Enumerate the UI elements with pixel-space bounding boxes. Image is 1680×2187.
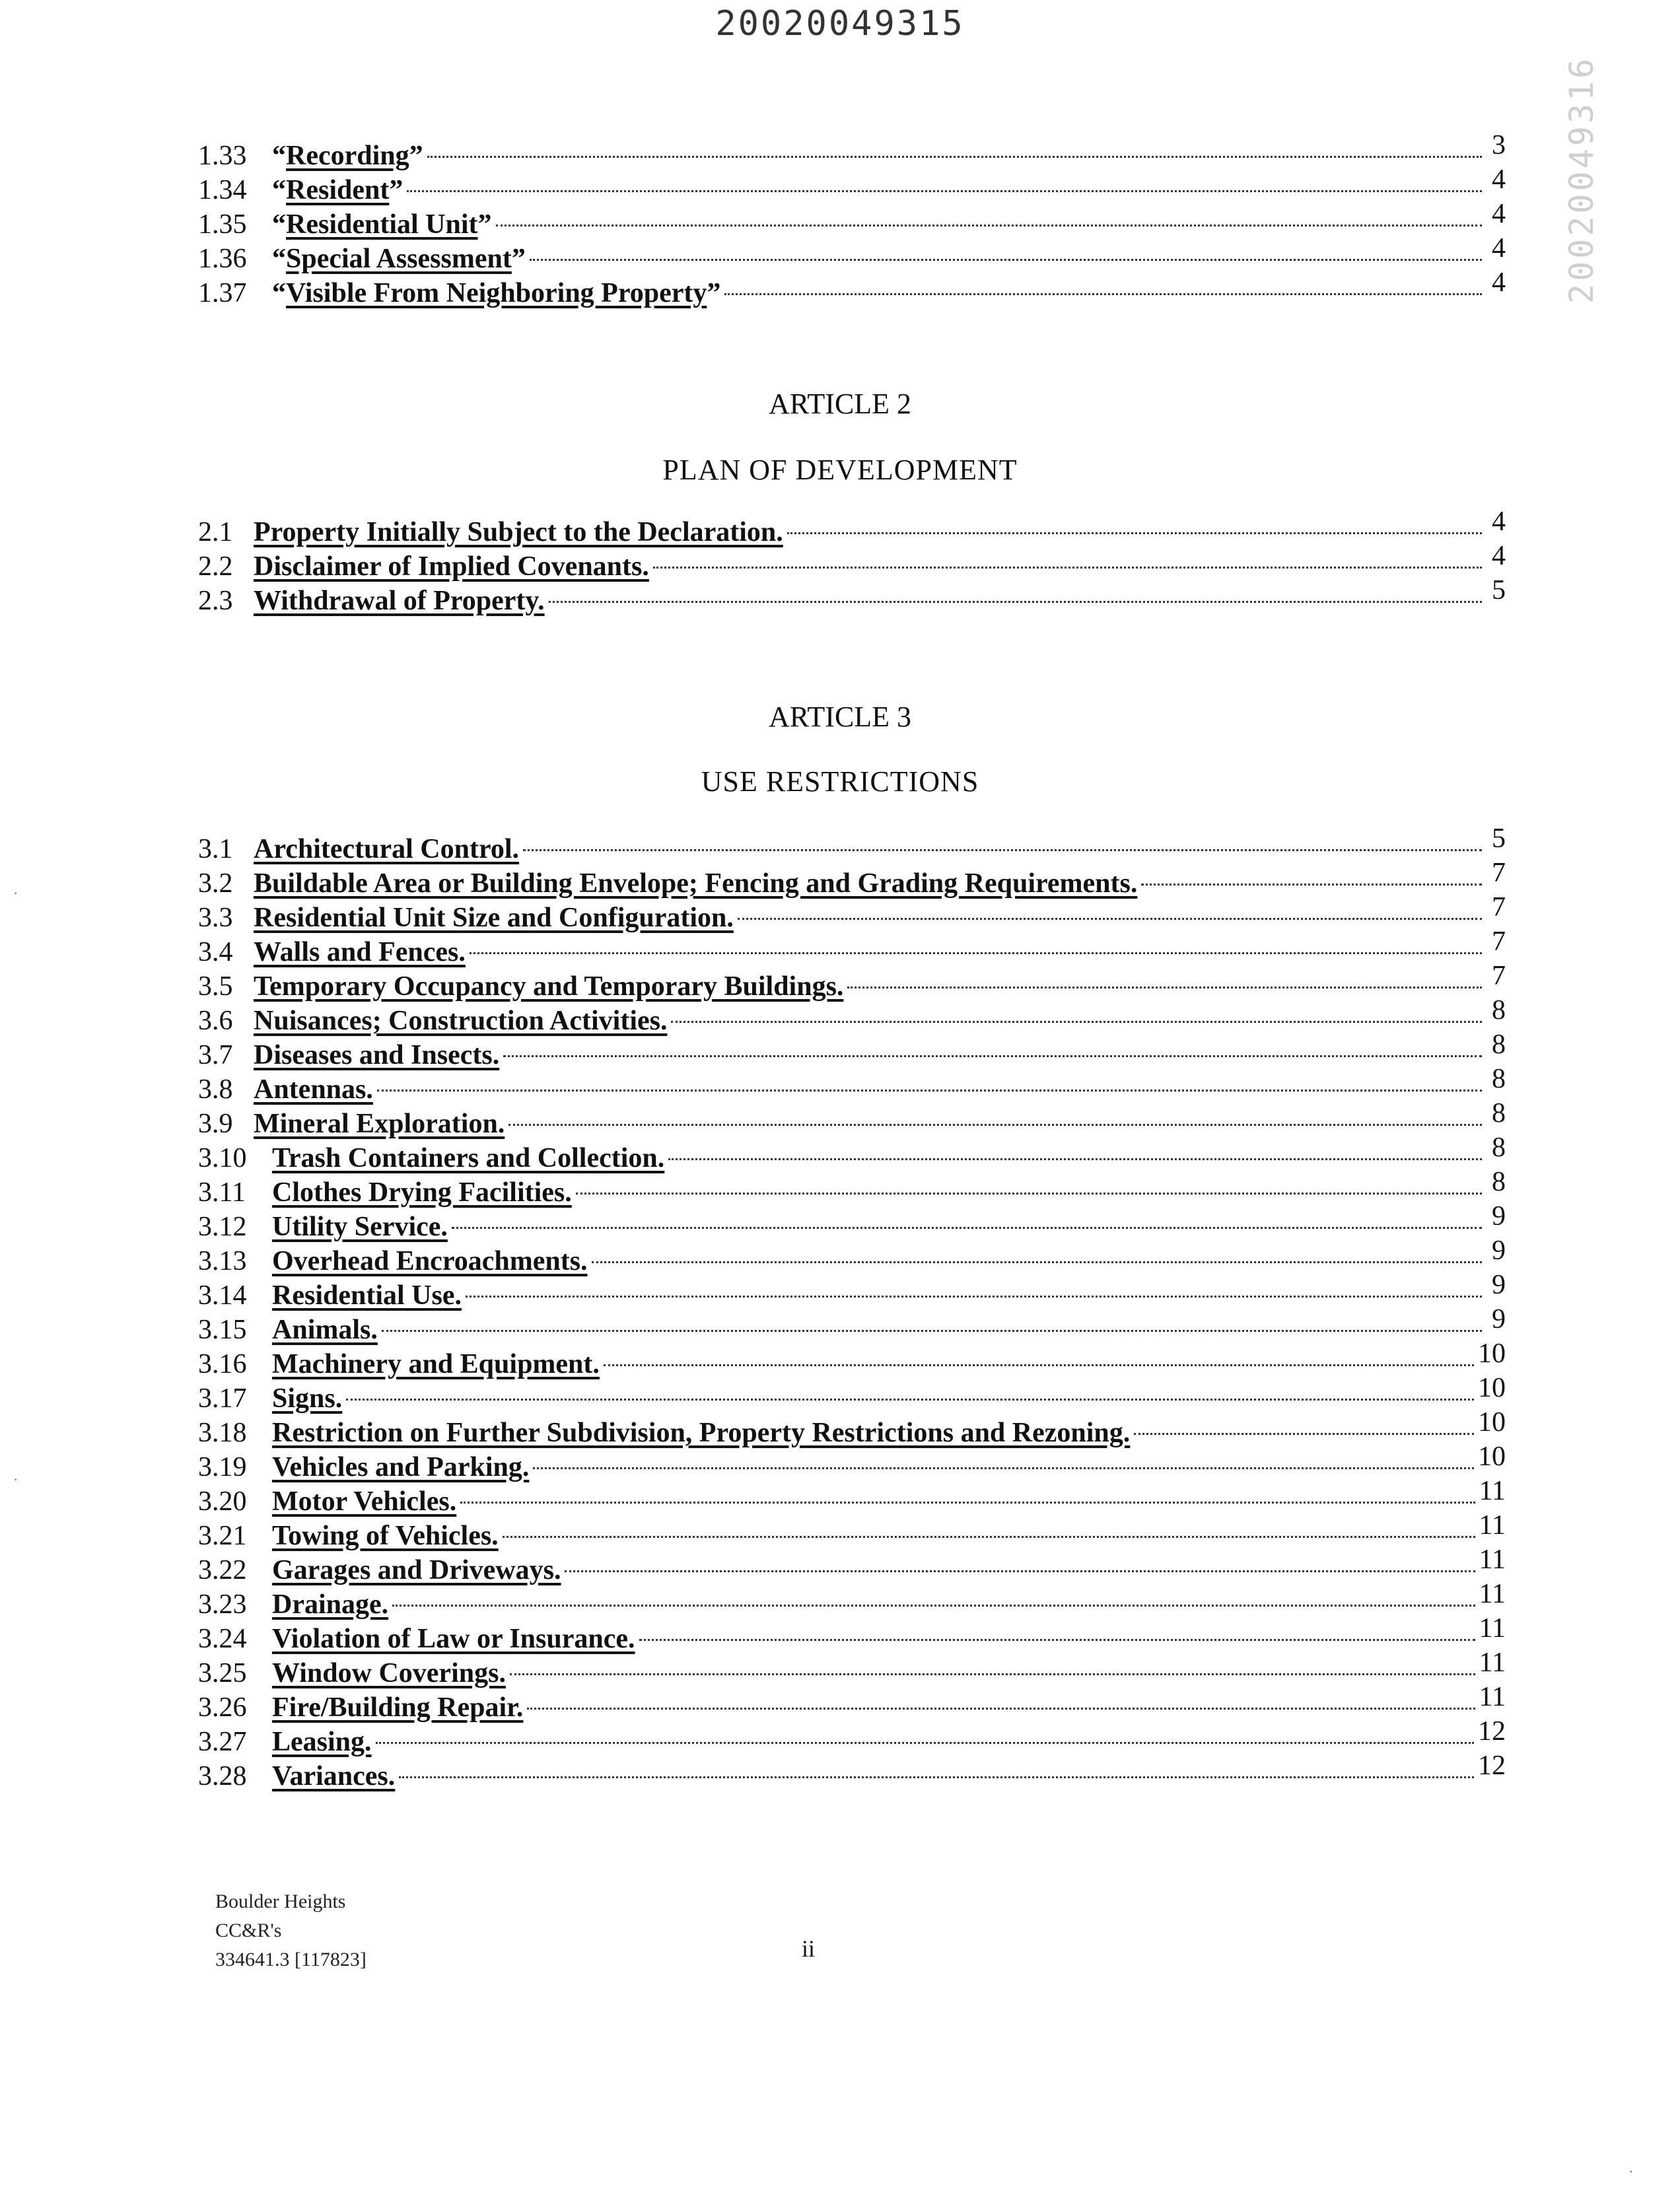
footer-line-doc-type: CC&R's <box>215 1920 282 1941</box>
toc-entry <box>198 1304 1506 1347</box>
dot-leader <box>1141 884 1482 885</box>
toc-entry-title: Garages and Driveways. <box>272 1555 561 1585</box>
dot-leader <box>377 1090 1482 1092</box>
toc-entry-page: 7 <box>1492 961 1506 991</box>
toc-entry-page: 4 <box>1492 233 1506 263</box>
toc-entry-page: 9 <box>1492 1304 1506 1335</box>
toc-entry-title: Utility Service. <box>272 1212 448 1242</box>
toc-entry <box>198 199 1506 242</box>
open-quote: “ <box>272 209 286 240</box>
toc-entry-page: 12 <box>1478 1751 1506 1781</box>
dot-leader <box>392 1605 1475 1607</box>
toc-entry <box>198 961 1506 1004</box>
toc-entry-title: Window Coverings. <box>272 1658 506 1688</box>
article-2-heading: ARTICLE 2 <box>768 388 912 420</box>
toc-entry-number: 2.1 <box>198 517 233 547</box>
dot-leader <box>592 1261 1482 1263</box>
toc-entry-title: Buildable Area or Building Envelope; Fencing and Grading Requirements. <box>254 868 1138 899</box>
toc-entry-page: 11 <box>1479 1476 1506 1506</box>
toc-entry <box>198 1373 1506 1416</box>
toc-entry-number: 1.37 <box>198 278 247 308</box>
close-quote: ” <box>409 141 423 171</box>
toc-entry <box>198 1270 1506 1313</box>
dot-leader <box>510 1673 1475 1675</box>
dot-leader <box>549 601 1482 603</box>
toc-entry-page: 11 <box>1479 1579 1506 1609</box>
toc-entry-number: 1.33 <box>198 141 247 171</box>
dot-leader <box>470 952 1482 954</box>
toc-entry-title: Antennas. <box>254 1074 373 1105</box>
dot-leader <box>533 1467 1474 1469</box>
toc-entry <box>198 1751 1506 1793</box>
toc-entry <box>198 1682 1506 1725</box>
toc-entry <box>198 1407 1506 1450</box>
toc-entry-number: 3.8 <box>198 1074 233 1105</box>
toc-entry <box>198 164 1506 207</box>
page-number: ii <box>802 1935 816 1962</box>
toc-entry-number: 3.25 <box>198 1658 247 1688</box>
toc-entry-title: Visible From Neighboring Property <box>286 278 707 308</box>
toc-entry-page: 10 <box>1478 1441 1506 1472</box>
toc-entry-title: Animals. <box>272 1315 378 1345</box>
toc-entry-title: Vehicles and Parking. <box>272 1452 530 1482</box>
toc-entry-number: 3.16 <box>198 1349 247 1379</box>
toc-entry <box>198 1545 1506 1587</box>
toc-entry-number: 3.23 <box>198 1589 247 1620</box>
toc-entry-number: 1.34 <box>198 175 247 205</box>
toc-entry-number: 3.21 <box>198 1521 247 1551</box>
open-quote: “ <box>272 278 286 308</box>
dot-leader <box>565 1570 1475 1572</box>
toc-entry <box>198 267 1506 310</box>
dot-leader <box>671 1021 1482 1023</box>
article-3-title: USE RESTRICTIONS <box>701 765 979 798</box>
toc-entry <box>198 1648 1506 1690</box>
dot-leader <box>452 1227 1482 1229</box>
toc-entry-title: Drainage. <box>272 1589 389 1620</box>
toc-entry-page: 9 <box>1492 1235 1506 1266</box>
toc-entry <box>198 1235 1506 1278</box>
document-number: 20020049315 <box>715 4 965 44</box>
toc-entry-page: 5 <box>1492 823 1506 854</box>
toc-entry-title: Withdrawal of Property. <box>254 586 545 616</box>
toc-entry-title: Resident <box>286 175 390 205</box>
toc-entry-title: Disclaimer of Implied Covenants. <box>254 551 649 582</box>
toc-entry-title: Towing of Vehicles. <box>272 1521 499 1551</box>
toc-entry <box>198 1476 1506 1519</box>
toc-entry-number: 3.20 <box>198 1486 247 1517</box>
dot-leader <box>604 1364 1474 1366</box>
dot-leader <box>639 1639 1475 1641</box>
toc-entry-page: 4 <box>1492 541 1506 571</box>
toc-entry-number: 3.10 <box>198 1143 247 1173</box>
toc-entry-number: 3.26 <box>198 1692 247 1723</box>
dot-leader <box>724 293 1482 295</box>
toc-entry-number: 1.35 <box>198 209 247 240</box>
dot-leader <box>382 1330 1482 1332</box>
toc-entry-title: Residential Use. <box>272 1280 462 1311</box>
dot-leader <box>508 1124 1482 1126</box>
toc-entry-number: 3.13 <box>198 1246 247 1276</box>
dot-leader <box>1134 1433 1474 1435</box>
toc-entry <box>198 506 1506 549</box>
toc-entry-page: 4 <box>1492 506 1506 537</box>
toc-entry-page: 10 <box>1478 1338 1506 1369</box>
toc-entry-title: Fire/Building Repair. <box>272 1692 524 1723</box>
toc-entry-page: 12 <box>1478 1716 1506 1747</box>
toc-entry-page: 11 <box>1479 1545 1506 1575</box>
toc-entry-number: 1.36 <box>198 244 247 274</box>
toc-entry-title: Residential Unit <box>286 209 478 240</box>
toc-entry-page: 10 <box>1478 1373 1506 1403</box>
dot-leader <box>376 1742 1474 1744</box>
toc-entry <box>198 233 1506 276</box>
toc-entry-page: 8 <box>1492 1167 1506 1197</box>
close-quote: ” <box>389 175 403 205</box>
toc-entry-page: 8 <box>1492 995 1506 1025</box>
toc-entry-number: 2.3 <box>198 586 233 616</box>
toc-section-article-3 <box>198 823 1506 1793</box>
toc-entry-page: 8 <box>1492 1064 1506 1094</box>
toc-entry-page: 9 <box>1492 1201 1506 1232</box>
toc-entry-title: Leasing. <box>272 1727 372 1757</box>
dot-leader <box>530 259 1482 261</box>
toc-entry-page: 7 <box>1492 858 1506 888</box>
toc-entry-number: 2.2 <box>198 551 233 582</box>
dot-leader <box>787 532 1482 534</box>
toc-entry-page: 7 <box>1492 926 1506 957</box>
dot-leader <box>653 567 1482 569</box>
toc-entry-title: Variances. <box>272 1761 396 1791</box>
toc-entry <box>198 926 1506 969</box>
toc-entry-title: Architectural Control. <box>254 834 520 864</box>
dot-leader <box>503 1536 1475 1538</box>
toc-entry-page: 3 <box>1492 130 1506 160</box>
toc-entry <box>198 995 1506 1038</box>
dot-leader <box>668 1158 1482 1160</box>
toc-entry-number: 3.19 <box>198 1452 247 1482</box>
toc-entry-number: 3.7 <box>198 1040 233 1070</box>
toc-entry-page: 8 <box>1492 1132 1506 1163</box>
dot-leader <box>466 1296 1482 1298</box>
dot-leader <box>527 1708 1475 1710</box>
toc-entry-number: 3.22 <box>198 1555 247 1585</box>
dot-leader <box>523 849 1482 851</box>
toc-entry <box>198 1579 1506 1622</box>
toc-entry-title: Motor Vehicles. <box>272 1486 457 1517</box>
toc-entry <box>198 575 1506 618</box>
toc-entry-title: Nuisances; Construction Activities. <box>254 1006 668 1036</box>
article-3-heading: ARTICLE 3 <box>768 701 912 733</box>
toc-entry-title: Temporary Occupancy and Temporary Buildings. <box>254 971 844 1002</box>
toc-entry-title: Walls and Fences. <box>254 937 466 967</box>
toc-entry-number: 3.3 <box>198 903 233 933</box>
toc-entry-number: 3.1 <box>198 834 233 864</box>
toc-entry-number: 3.18 <box>198 1418 247 1448</box>
toc-entry <box>198 1029 1506 1072</box>
toc-entry-page: 11 <box>1479 1682 1506 1712</box>
close-quote: ” <box>477 209 492 240</box>
toc-entry-page: 9 <box>1492 1270 1506 1300</box>
toc-entry-number: 3.14 <box>198 1280 247 1311</box>
scan-mark: · <box>13 1471 18 1488</box>
toc-section-top <box>198 130 1506 310</box>
dot-leader <box>460 1502 1475 1504</box>
side-stamp: 20020049316 <box>1562 55 1601 304</box>
toc-entry-title: Mineral Exploration. <box>254 1109 505 1139</box>
toc-entry <box>198 1613 1506 1656</box>
close-quote: ” <box>707 278 721 308</box>
dot-leader <box>427 156 1482 158</box>
toc-entry-title: Recording <box>286 141 409 171</box>
toc-entry <box>198 823 1506 866</box>
document-footer <box>215 1887 367 1974</box>
toc-entry <box>198 1201 1506 1244</box>
toc-entry-page: 4 <box>1492 267 1506 298</box>
open-quote: “ <box>272 244 286 274</box>
dot-leader <box>738 918 1482 920</box>
toc-entry-page: 11 <box>1479 1613 1506 1644</box>
toc-entry-number: 3.12 <box>198 1212 247 1242</box>
toc-entry <box>198 1510 1506 1553</box>
toc-entry-title: Residential Unit Size and Configuration. <box>254 903 734 933</box>
toc-entry-page: 8 <box>1492 1029 1506 1060</box>
toc-entry-number: 3.11 <box>198 1177 246 1208</box>
dot-leader <box>847 987 1482 989</box>
dot-leader <box>407 190 1482 192</box>
toc-entry <box>198 541 1506 584</box>
dot-leader <box>503 1055 1482 1057</box>
toc-entry-title: Overhead Encroachments. <box>272 1246 588 1276</box>
toc-entry-page: 5 <box>1492 575 1506 606</box>
toc-entry-page: 10 <box>1478 1407 1506 1438</box>
toc-entry-number: 3.6 <box>198 1006 233 1036</box>
toc-entry-number: 3.27 <box>198 1727 247 1757</box>
toc-entry-title: Violation of Law or Insurance. <box>272 1624 635 1654</box>
close-quote: ” <box>511 244 526 274</box>
toc-entry-title: Clothes Drying Facilities. <box>272 1177 572 1208</box>
toc-entry <box>198 1132 1506 1175</box>
open-quote: “ <box>272 141 286 171</box>
toc-entry-page: 4 <box>1492 199 1506 229</box>
toc-entry-title: Signs. <box>272 1383 343 1414</box>
toc-entry-page: 4 <box>1492 164 1506 195</box>
toc-entry <box>198 1338 1506 1381</box>
toc-entry <box>198 130 1506 173</box>
toc-entry-title: Property Initially Subject to the Declaration. <box>254 517 783 547</box>
footer-line-doc-id: 334641.3 [117823] <box>215 1949 367 1970</box>
toc-entry-page: 11 <box>1479 1648 1506 1678</box>
open-quote: “ <box>272 175 286 205</box>
scan-mark: · <box>1628 2163 1634 2180</box>
toc-entry-page: 7 <box>1492 892 1506 922</box>
toc-entry-title: Machinery and Equipment. <box>272 1349 600 1379</box>
toc-entry <box>198 1441 1506 1484</box>
dot-leader <box>346 1399 1474 1401</box>
toc-entry-title: Diseases and Insects. <box>254 1040 500 1070</box>
toc-entry-number: 3.28 <box>198 1761 247 1791</box>
toc-entry <box>198 1716 1506 1759</box>
toc-entry <box>198 892 1506 935</box>
toc-entry-page: 11 <box>1479 1510 1506 1541</box>
toc-entry-title: Restriction on Further Subdivision, Property Restrictions and Rezoning. <box>272 1418 1131 1448</box>
toc-section-article-2 <box>198 506 1506 618</box>
toc-entry-page: 8 <box>1492 1098 1506 1128</box>
toc-entry-number: 3.5 <box>198 971 233 1002</box>
toc-entry-title: Trash Containers and Collection. <box>272 1143 665 1173</box>
toc-entry-number: 3.2 <box>198 868 233 899</box>
dot-leader <box>496 225 1482 226</box>
toc-entry-number: 3.17 <box>198 1383 247 1414</box>
toc-entry <box>198 858 1506 901</box>
dot-leader <box>576 1193 1482 1195</box>
toc-entry-number: 3.24 <box>198 1624 247 1654</box>
toc-entry-title: Special Assessment <box>286 244 512 274</box>
footer-line-project: Boulder Heights <box>215 1891 346 1912</box>
toc-entry <box>198 1098 1506 1141</box>
toc-entry <box>198 1167 1506 1210</box>
toc-entry <box>198 1064 1506 1107</box>
toc-entry-number: 3.15 <box>198 1315 247 1345</box>
dot-leader <box>399 1776 1474 1778</box>
toc-entry-number: 3.9 <box>198 1109 233 1139</box>
scan-mark: · <box>13 885 18 901</box>
toc-entry-number: 3.4 <box>198 937 233 967</box>
article-2-title: PLAN OF DEVELOPMENT <box>662 454 1018 486</box>
